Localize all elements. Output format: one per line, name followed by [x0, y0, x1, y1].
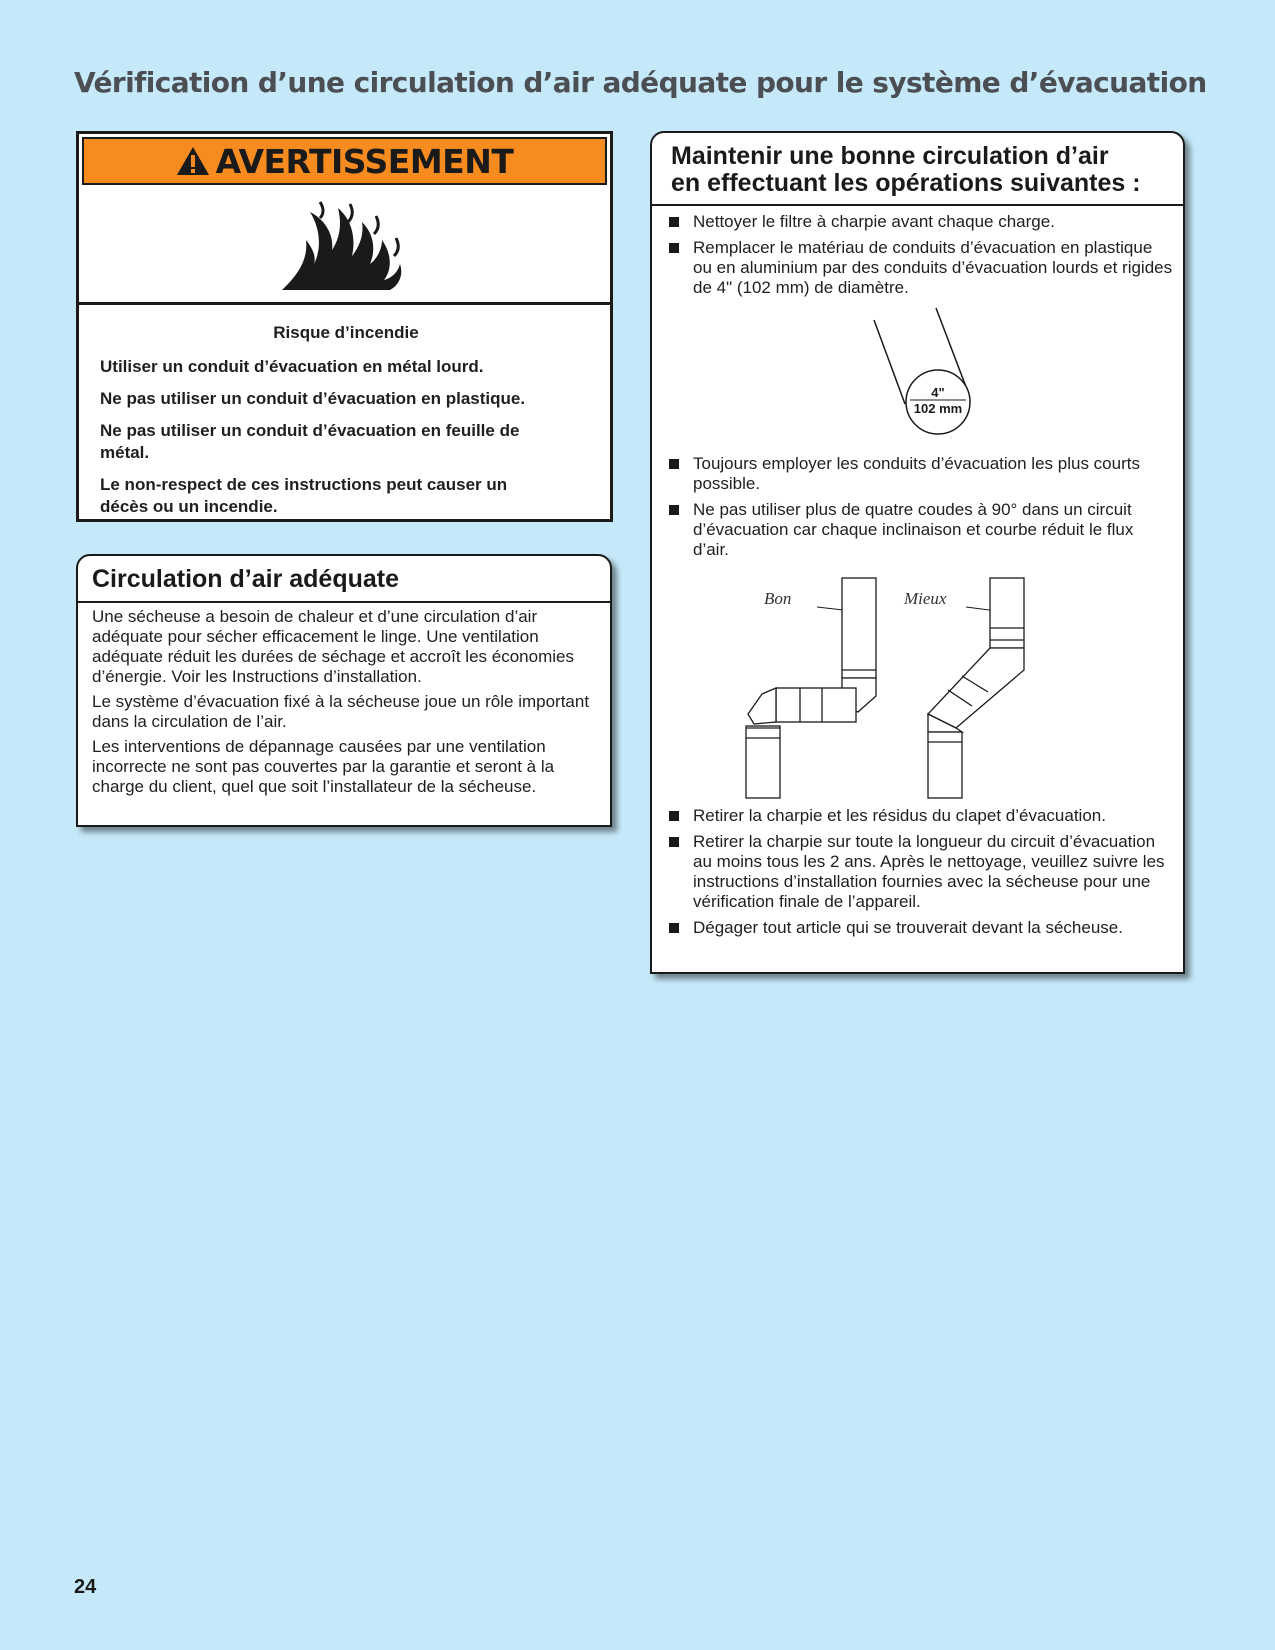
page-number: 24 [74, 1576, 97, 1598]
bullet-icon [669, 505, 679, 515]
bullet-icon [669, 811, 679, 821]
warning-header [82, 137, 607, 185]
warning-line: Le non-respect de ces instructions peut causer un décès ou un incendie. [100, 475, 508, 516]
maintenance-list [652, 806, 1183, 938]
air-paragraph: Le système d’évacuation fixé à la sécheuse joue un rôle important dans la circulation de l’air. [92, 692, 590, 731]
maintenance-title-line1: Maintenir une bonne circulation d’air [671, 142, 1109, 170]
label-better: Mieux [904, 589, 947, 608]
air-circulation-panel [76, 554, 612, 827]
bullet-icon [669, 243, 679, 253]
list-item: Ne pas utiliser plus de quatre coudes à 90° dans un circuit d’évacuation car chaque inclinaison et courbe réduit le flux d’air. [693, 500, 1173, 560]
duct-size-mm: 102 mm [913, 401, 963, 416]
duct-diameter-diagram [652, 304, 1183, 454]
label-good: Bon [764, 589, 792, 608]
fire-hazard-image [79, 188, 610, 305]
maintenance-title [652, 133, 1183, 206]
list-item: Dégager tout article qui se trouverait devant la sécheuse. [693, 918, 1173, 938]
elbow-diagram [652, 566, 1183, 806]
bullet-icon [669, 923, 679, 933]
air-paragraph: Les interventions de dépannage causées par une ventilation incorrecte ne sont pas couvertes par la garantie et seront à la charge du client, quel que soit l’installateur de la sécheuse. [92, 737, 555, 796]
bullet-icon [669, 837, 679, 847]
warning-label: AVERTISSEMENT [215, 141, 514, 181]
maintenance-panel [650, 131, 1185, 974]
maintenance-list [652, 212, 1183, 298]
list-item: Nettoyer le filtre à charpie avant chaque charge. [693, 212, 1173, 232]
warning-line: Ne pas utiliser un conduit d’évacuation en plastique. [100, 389, 526, 408]
bullet-icon [669, 217, 679, 227]
air-paragraph: Une sécheuse a besoin de chaleur et d’une circulation d’air adéquate pour sécher efficacement le linge. Une ventilation adéquate réduit les durées de séchage et accroît les économies d’énergie. Voir les Instructions d’installation. [92, 607, 574, 686]
air-circulation-title: Circulation d’air adéquate [78, 556, 610, 603]
warning-triangle-icon [176, 146, 210, 176]
list-item: Toujours employer les conduits d’évacuation les plus courts possible. [693, 454, 1173, 494]
list-item: Remplacer le matériau de conduits d’évacuation en plastique ou en aluminium par des conduits d’évacuation lourds et rigides de 4" (102 mm) de diamètre. [693, 238, 1173, 298]
warning-line: Ne pas utiliser un conduit d’évacuation en feuille de métal. [100, 421, 520, 462]
duct-size-inch: 4" [931, 385, 945, 400]
maintenance-title-line2: en effectuant les opérations suivantes : [671, 169, 1141, 197]
warning-line: Utiliser un conduit d’évacuation en métal lourd. [100, 357, 484, 376]
list-item: Retirer la charpie et les résidus du clapet d’évacuation. [693, 806, 1173, 826]
fire-icon [280, 198, 410, 293]
bullet-icon [669, 459, 679, 469]
maintenance-list [652, 454, 1183, 560]
risk-title: Risque d’incendie [273, 323, 419, 342]
page-title: Vérification d’une circulation d’air adéquate pour le système d’évacuation [74, 66, 1207, 99]
list-item: Retirer la charpie sur toute la longueur du circuit d’évacuation au moins tous les 2 ans. Après le nettoyage, veuillez suivre les instructions d’installation fournies avec la sécheuse pour une vérification finale de l’appareil. [693, 832, 1173, 912]
warning-box [76, 131, 613, 522]
